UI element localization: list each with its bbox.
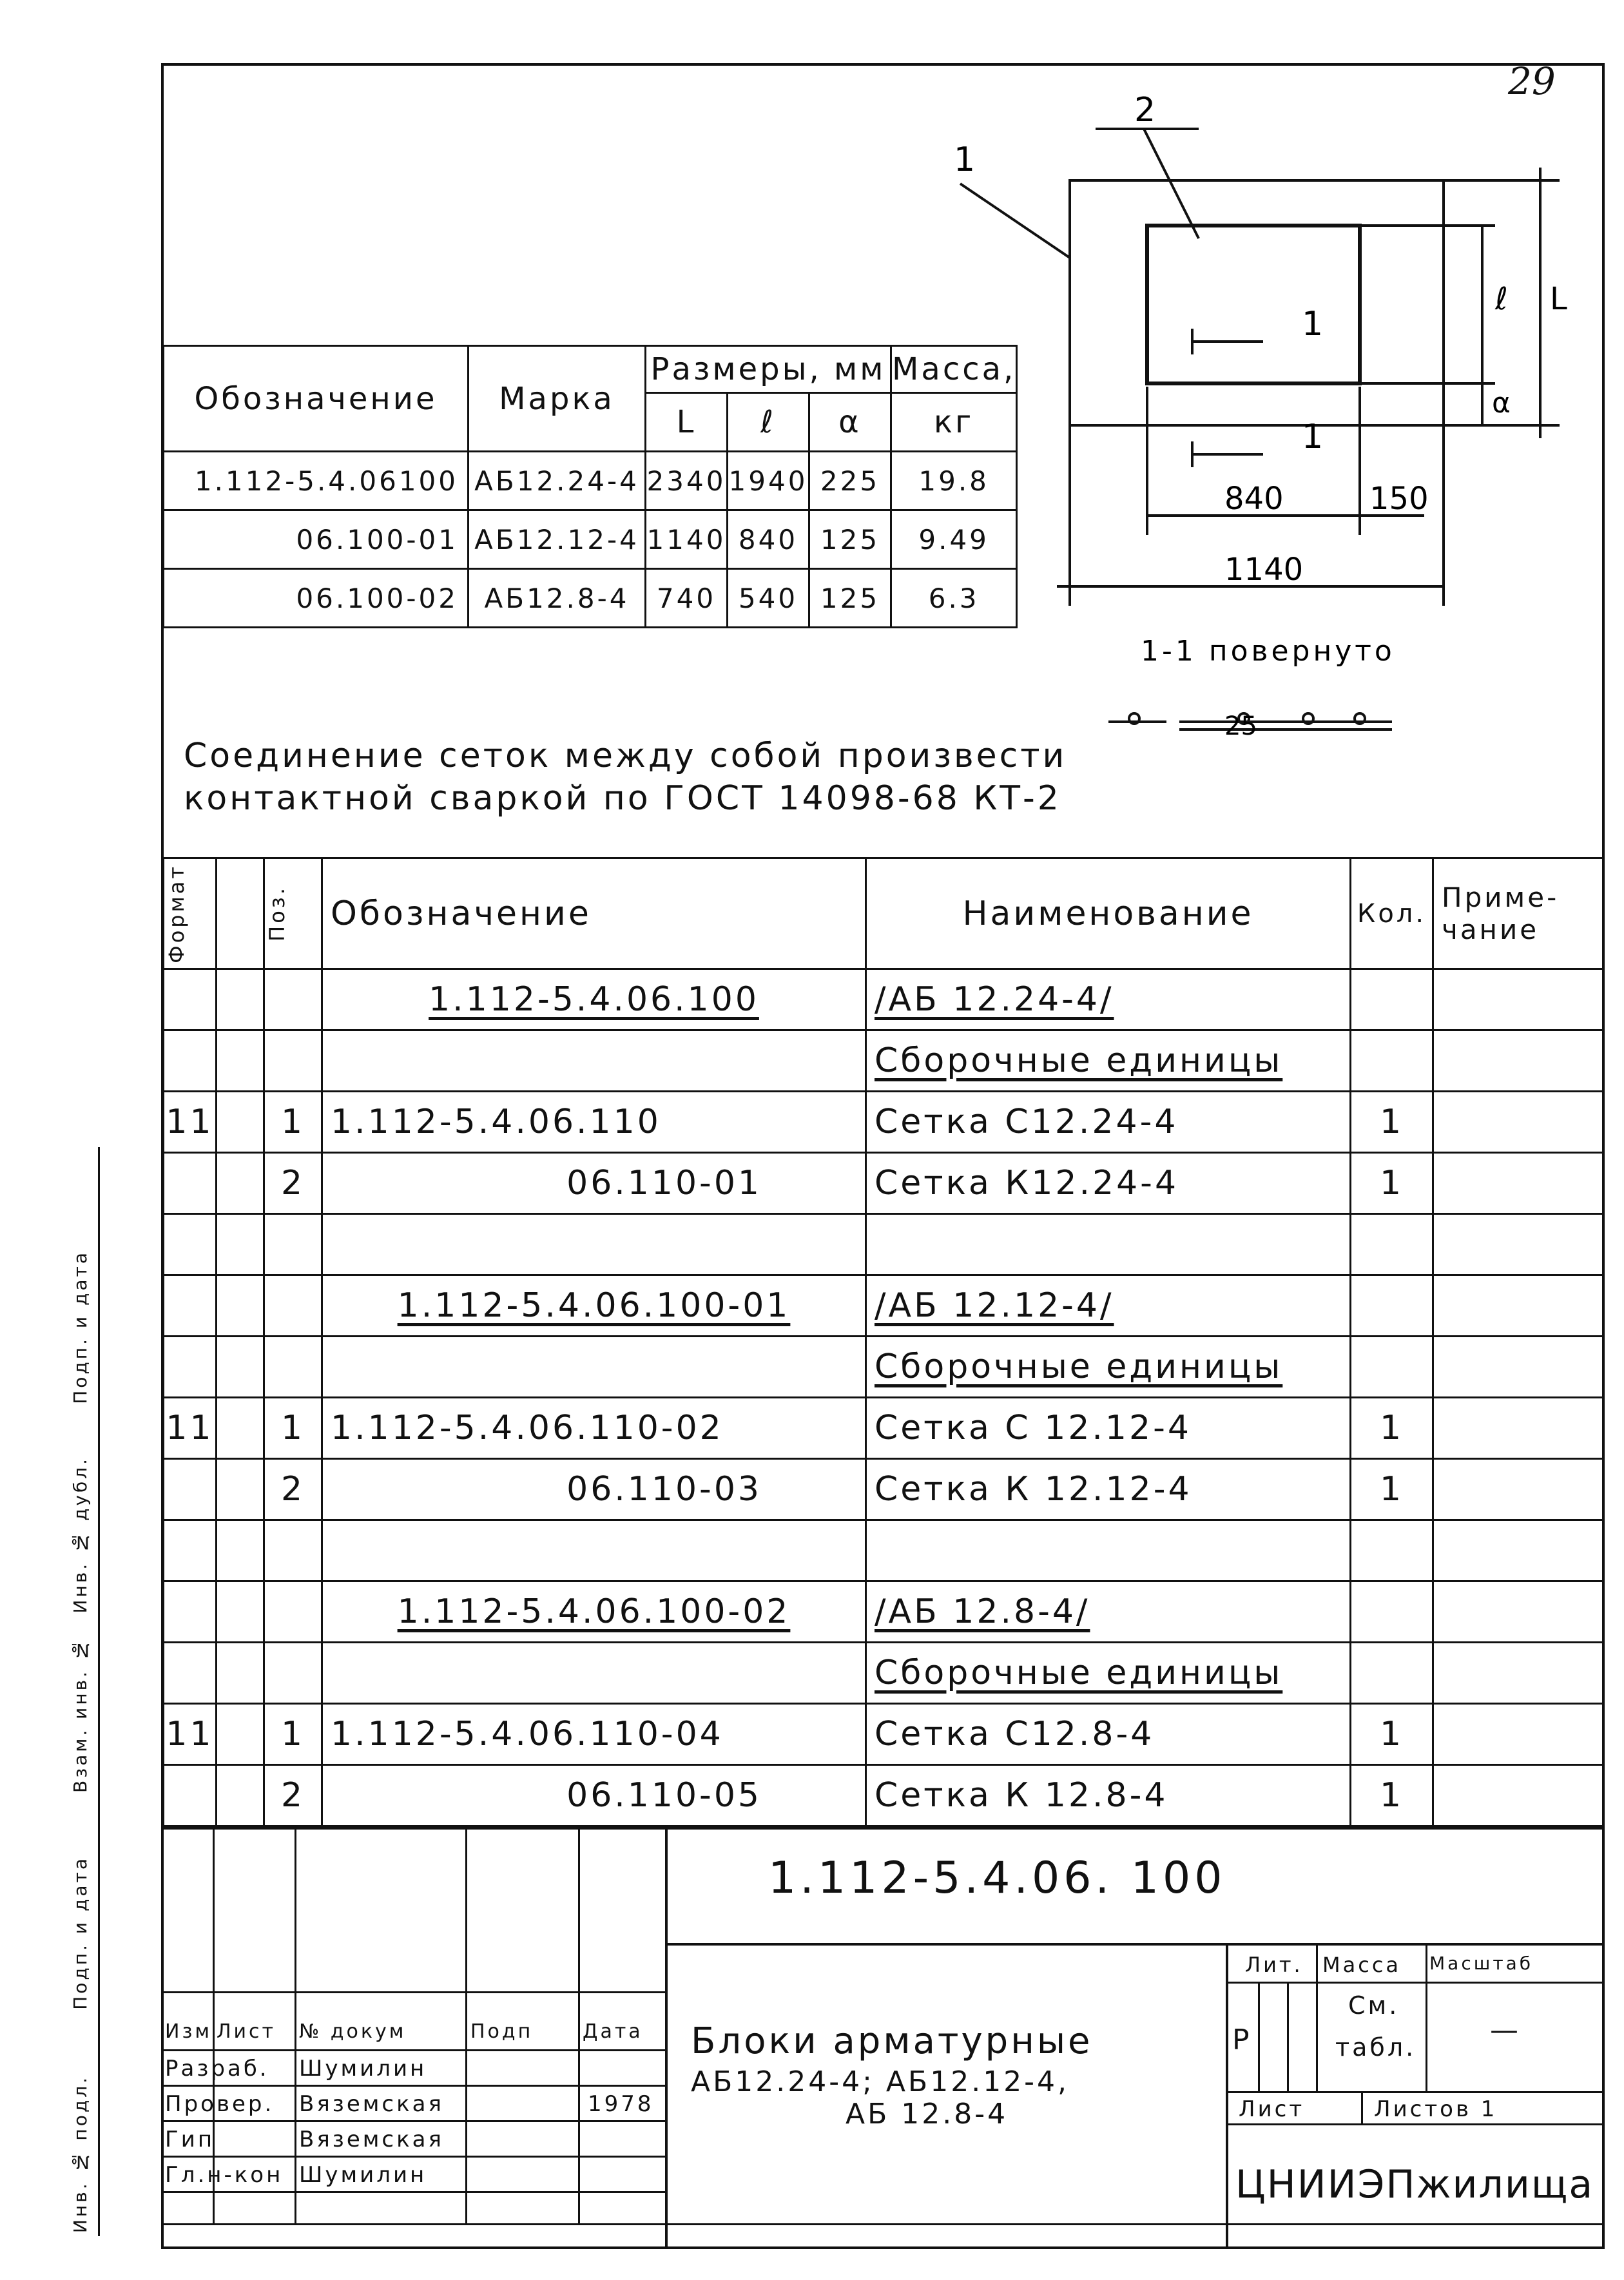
name-cell [866,1214,1351,1275]
mass-cell: 19.8 [891,452,1017,510]
qty-cell [1351,1030,1433,1092]
staff-name: Вяземская [299,2127,444,2152]
name-cell [866,1092,1351,1153]
qty-text: 1 [1379,1715,1404,1753]
zone-cell [217,1520,264,1581]
mass-cell: 6.3 [891,569,1017,628]
spec-row [164,969,1603,1030]
a-cell: 125 [809,510,891,569]
designation-cell [322,1459,866,1520]
col-list: Лист [217,2020,276,2043]
mass-value-2: табл. [1335,2033,1416,2062]
format-cell [164,1275,217,1337]
section-title: 1-1 повернуто [1141,635,1395,668]
zone-cell [217,969,264,1030]
format-cell [164,1398,217,1459]
qty-cell [1351,1459,1433,1520]
tb-line [162,2191,665,2193]
l-cell: 840 [728,510,809,569]
designation-text: 1.112-5.4.06.100 [429,980,759,1019]
format-cell [164,1030,217,1092]
pos-text: 2 [280,1470,305,1509]
pos-cell [264,1520,322,1581]
tb-line [1226,1943,1228,2249]
col-date: Дата [583,2020,643,2043]
sheet-label: Лист [1239,2096,1305,2122]
mass-cell: 9.49 [891,510,1017,569]
table-row [164,452,1017,510]
staff-name: Вяземская [299,2091,444,2117]
a-cell: 225 [809,452,891,510]
qty-cell [1351,1092,1433,1153]
designation-text: 1.112-5.4.06.110 [331,1103,661,1141]
margin-line [98,1147,100,2236]
dim-label-l: ℓ [1495,281,1508,317]
tb-line [162,2223,1602,2225]
format-cell [164,1092,217,1153]
zone-cell [217,1581,264,1643]
spec-row [164,1398,1603,1459]
name-cell [866,1581,1351,1643]
name-cell [866,1704,1351,1765]
tb-line [665,1827,668,2249]
pos-cell [264,1337,322,1398]
note-cell [1433,1581,1603,1643]
name-text: Сетка С 12.12-4 [875,1409,1192,1447]
callout-1: 1 [954,140,976,179]
pos-text: 2 [280,1776,305,1815]
designation-text: 1.112-5.4.06.110-02 [331,1409,724,1447]
title-block [162,1827,1602,2249]
pos-cell [264,1153,322,1214]
qty-cell [1351,1643,1433,1704]
name-text: /АБ 12.24-4/ [875,980,1114,1019]
spec-body [164,969,1603,1826]
tb-line [162,1991,665,1993]
note-cell [1433,1275,1603,1337]
lit-value: Р [1232,2024,1252,2056]
designation-text: 06.110-03 [566,1470,762,1509]
qty-text: 1 [1379,1409,1404,1447]
format-text: 11 [166,1103,214,1141]
tb-line [665,1943,1602,1946]
qty-cell [1351,969,1433,1030]
spec-row [164,1765,1603,1826]
name-cell [866,1398,1351,1459]
format-cell [164,1704,217,1765]
qty-cell [1351,1275,1433,1337]
pos-cell [264,1030,322,1092]
name-text: /АБ 12.12-4/ [875,1286,1114,1325]
spec-row [164,1520,1603,1581]
zone-cell [217,1214,264,1275]
designation-cell [322,1153,866,1214]
note-cell [1433,1765,1603,1826]
mark-cell: АБ12.8-4 [469,569,646,628]
L-cell: 740 [646,569,728,628]
L-cell: 2340 [646,452,728,510]
header-designation: Обозначение [322,858,866,969]
format-cell [164,1520,217,1581]
tb-line [1226,1982,1602,1984]
name-text: Сетка К 12.8-4 [875,1776,1168,1815]
note-cell [1433,1459,1603,1520]
pos-text: 1 [280,1409,305,1447]
organization: ЦНИИЭПжилища [1235,2162,1594,2207]
spec-row [164,1214,1603,1275]
pos-cell [264,1643,322,1704]
pos-text: 1 [280,1715,305,1753]
staff-role: Гл.н-кон [165,2162,284,2188]
sheets-label: Листов 1 [1374,2096,1498,2122]
name-text: Сборочные единицы [875,1348,1283,1386]
designation-cell: 06.100-02 [164,569,469,628]
outer-block-outline [1070,180,1444,425]
dim-label-840: 840 [1224,481,1284,517]
note-cell [1433,1214,1603,1275]
name-cell [866,1765,1351,1826]
pos-text: 1 [280,1103,305,1141]
spec-row [164,1643,1603,1704]
zone-cell [217,1643,264,1704]
pos-text: 2 [280,1164,305,1203]
staff-role: Гип [165,2127,215,2152]
tb-line [1426,1943,1427,2091]
tb-line [295,1827,296,2223]
pos-cell [264,1092,322,1153]
spec-row [164,1581,1603,1643]
qty-text: 1 [1379,1103,1404,1141]
designation-cell [322,1337,866,1398]
header-pos: Поз. [265,885,289,942]
designation-cell: 06.100-01 [164,510,469,569]
tb-line [162,2156,665,2158]
designation-text: 06.110-01 [566,1164,762,1203]
name-cell [866,969,1351,1030]
name-cell [866,1520,1351,1581]
mass-label: Масса [1322,1953,1402,1977]
designation-cell [322,1030,866,1092]
header-designation: Обозначение [164,346,469,452]
note-cell [1433,1092,1603,1153]
format-cell [164,1643,217,1704]
note-cell [1433,969,1603,1030]
note-cell [1433,1704,1603,1765]
tb-line [1287,1982,1289,2091]
doc-code: 1.112-5.4.06. 100 [768,1853,1226,1904]
mark-cell: АБ12.12-4 [469,510,646,569]
zone-cell [217,1398,264,1459]
pos-cell [264,1581,322,1643]
a-cell: 125 [809,569,891,628]
margin-label-4: Инв. № дубл. [70,1456,91,1614]
header-zone-cell [217,858,264,969]
pos-cell [264,1214,322,1275]
staff-role: Разраб. [165,2056,269,2082]
margin-label-2: Подп. и дата [70,1250,91,1404]
name-text: Сборочные единицы [875,1041,1283,1080]
left-margin-stamps [64,1147,103,2243]
title-line-3: АБ 12.8-4 [846,2098,1009,2130]
name-cell [866,1275,1351,1337]
margin-label-1: Инв. № подл. [70,2075,91,2234]
mass-value-1: См. [1348,1991,1400,2020]
section-mark-top: 1 [1302,305,1324,343]
name-cell [866,1030,1351,1092]
zone-cell [217,1275,264,1337]
header-format: Формат [164,864,189,963]
header-l: ℓ [728,393,809,452]
pos-cell [264,1704,322,1765]
staff-name: Шумилин [299,2056,427,2082]
spec-row [164,1704,1603,1765]
col-izm: Изм [165,2020,213,2043]
tb-line [465,1827,467,2223]
format-text: 11 [166,1715,214,1753]
pos-cell [264,1459,322,1520]
zone-cell [217,1030,264,1092]
dim-label-a: α [1492,387,1511,420]
format-cell [164,969,217,1030]
name-text: Сетка К 12.12-4 [875,1470,1192,1509]
leader-2 [1144,129,1199,238]
L-cell: 1140 [646,510,728,569]
note-cell [1433,1030,1603,1092]
title-line-1: Блоки арматурные [691,2020,1093,2062]
header-a: α [809,393,891,452]
margin-label-3: Взам. инв. № [70,1637,91,1793]
format-cell [164,1337,217,1398]
dim-label-25: 25 [1224,711,1257,741]
designation-cell [322,1092,866,1153]
tb-line [162,2049,665,2051]
tb-line [1258,1982,1260,2091]
header-kg: кг [891,393,1017,452]
name-text: Сборочные единицы [875,1654,1283,1692]
designation-cell [322,1581,866,1643]
designation-cell [322,1765,866,1826]
name-cell [866,1459,1351,1520]
note-cell [1433,1153,1603,1214]
qty-text: 1 [1379,1470,1404,1509]
format-cell [164,1459,217,1520]
section-mark-bottom: 1 [1302,418,1324,456]
l-cell: 1940 [728,452,809,510]
pos-cell [264,969,322,1030]
table-row [164,510,1017,569]
inner-mesh-outline [1147,226,1360,383]
name-cell [866,1643,1351,1704]
name-cell [866,1153,1351,1214]
header-sizes: Размеры, мм [646,346,891,393]
sheet-number: 29 [1508,59,1556,103]
name-text: Сетка К12.24-4 [875,1164,1179,1203]
qty-cell [1351,1214,1433,1275]
tb-line [1226,2123,1602,2125]
designation-cell [322,1520,866,1581]
spec-row [164,1153,1603,1214]
format-cell [164,1581,217,1643]
table-row [164,569,1017,628]
note-cell [1433,1337,1603,1398]
designation-text: 1.112-5.4.06.110-04 [331,1715,724,1753]
spec-row [164,1459,1603,1520]
tb-line [1361,2091,1363,2123]
name-text: /АБ 12.8-4/ [875,1592,1090,1631]
designation-cell [322,969,866,1030]
designation-cell [322,1275,866,1337]
spec-row [164,1337,1603,1398]
col-doc: № докум [299,2020,407,2043]
note-cell [1433,1520,1603,1581]
tb-line [162,2120,665,2122]
name-cell [866,1337,1351,1398]
header-name: Наименование [866,858,1351,969]
margin-label-5: Подп. и дата [70,1856,91,2010]
qty-cell [1351,1765,1433,1826]
qty-cell [1351,1581,1433,1643]
spec-row [164,1092,1603,1153]
tb-line [1316,1943,1318,2091]
qty-cell [1351,1704,1433,1765]
block-parameters-table [162,345,1018,628]
zone-cell [217,1704,264,1765]
format-cell [164,1765,217,1826]
staff-role: Провер. [165,2091,275,2117]
spec-header-row [164,858,1603,969]
header-pos-cell [264,858,322,969]
dim-label-L: L [1550,281,1567,317]
format-cell [164,1153,217,1214]
designation-text: 1.112-5.4.06.100-01 [397,1286,791,1325]
tb-line [578,1827,580,2223]
staff-name: Шумилин [299,2162,427,2188]
welding-note [184,735,1067,820]
designation-cell [322,1398,866,1459]
format-text: 11 [166,1409,214,1447]
specification-table [162,857,1604,1827]
designation-cell: 1.112-5.4.06100 [164,452,469,510]
scale-value: — [1490,2014,1521,2047]
qty-cell [1351,1520,1433,1581]
zone-cell [217,1459,264,1520]
header-L: L [646,393,728,452]
mark-cell: АБ12.24-4 [469,452,646,510]
spec-row [164,1030,1603,1092]
zone-cell [217,1153,264,1214]
header-mark: Марка [469,346,646,452]
header-note: Приме- чание [1433,858,1603,969]
designation-cell [322,1214,866,1275]
note-cell [1433,1643,1603,1704]
designation-cell [322,1704,866,1765]
qty-text: 1 [1379,1164,1404,1203]
zone-cell [217,1765,264,1826]
staff-date: 1978 [588,2091,654,2117]
tb-line [162,1827,1602,1830]
callout-2: 2 [1134,91,1156,130]
spec-row [164,1275,1603,1337]
note-cell [1433,1398,1603,1459]
zone-cell [217,1337,264,1398]
dim-label-1140: 1140 [1224,552,1304,588]
note-line-1: Соединение сеток между собой произвести [184,737,1067,775]
pos-cell [264,1398,322,1459]
scale-label: Масштаб [1429,1953,1534,1974]
pos-cell [264,1765,322,1826]
col-sign: Подп [470,2020,534,2043]
dim-label-150: 150 [1369,481,1429,517]
qty-text: 1 [1379,1776,1404,1815]
header-mass: Масса, [891,346,1017,393]
name-text: Сетка С12.24-4 [875,1103,1179,1141]
designation-cell [322,1643,866,1704]
qty-cell [1351,1398,1433,1459]
qty-cell [1351,1337,1433,1398]
header-qty: Кол. [1351,858,1433,969]
name-text: Сетка С12.8-4 [875,1715,1155,1753]
format-cell [164,1214,217,1275]
designation-text: 1.112-5.4.06.100-02 [397,1592,791,1631]
qty-cell [1351,1153,1433,1214]
tb-line [1226,2091,1602,2093]
designation-text: 06.110-05 [566,1776,762,1815]
lit-label: Лит. [1245,1953,1303,1977]
tb-line [162,2085,665,2087]
note-line-2: контактной сваркой по ГОСТ 14098-68 КТ-2 [184,779,1061,818]
header-format-cell [164,858,217,969]
title-line-2: АБ12.24-4; АБ12.12-4, [691,2065,1070,2098]
l-cell: 540 [728,569,809,628]
pos-cell [264,1275,322,1337]
zone-cell [217,1092,264,1153]
